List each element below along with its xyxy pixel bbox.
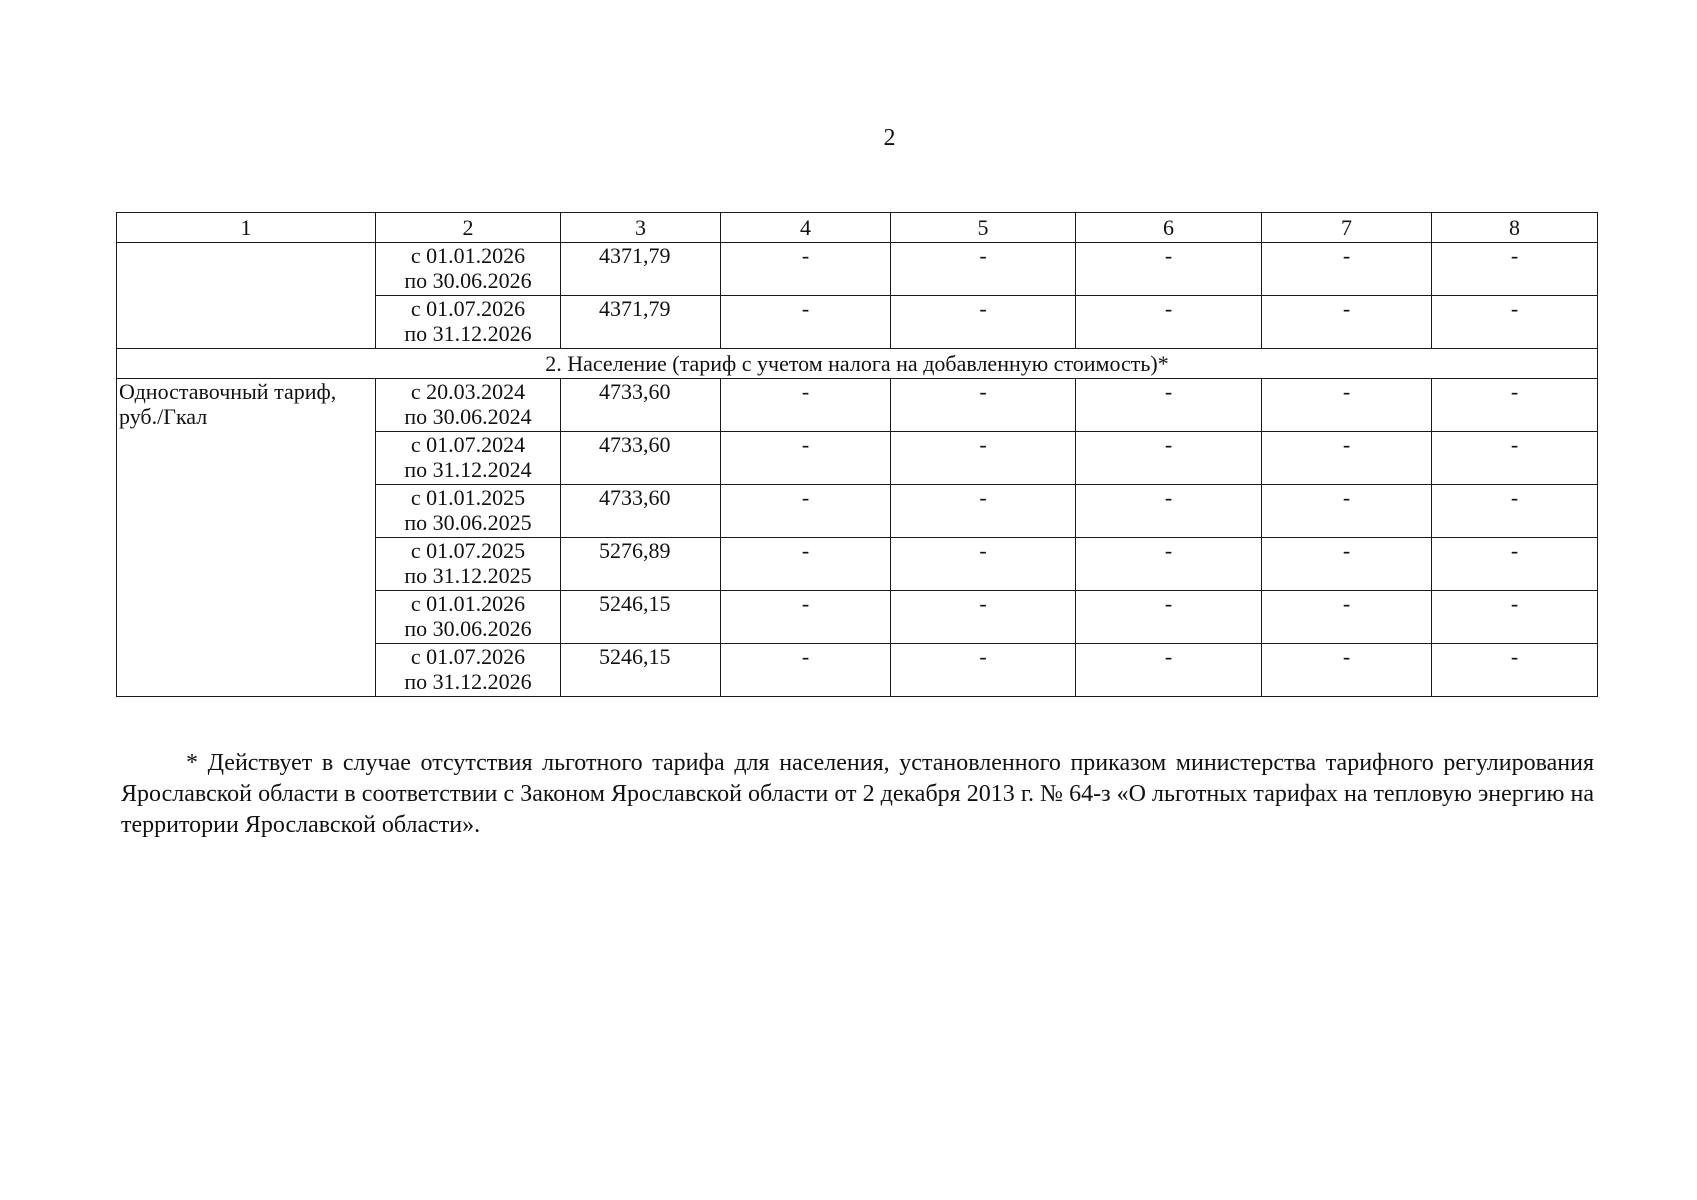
cell-col5: -: [891, 538, 1076, 591]
column-header: 1: [117, 213, 376, 243]
footnote: * Действует в случае отсутствия льготного тарифа для населения, установленного приказом министерства тарифного регулирования Ярославской области в соответствии с Законом Ярославской области от 2 декабря 2013 г. № 64-з «О льготных тарифах на тепловую энергию на территории Ярославской области».: [121, 750, 1594, 838]
tariff-type-line2: руб./Гкал: [119, 404, 208, 429]
cell-col8: -: [1432, 243, 1598, 296]
cell-col5: -: [891, 296, 1076, 349]
tariff-value: 4733,60: [561, 485, 721, 538]
cell-col4: -: [721, 591, 891, 644]
cell-col4: -: [721, 644, 891, 697]
tariff-value: 4733,60: [561, 432, 721, 485]
period-cell: [376, 432, 561, 485]
tariff-value: 4733,60: [561, 379, 721, 432]
cell-col6: -: [1076, 243, 1262, 296]
period-to: по 31.12.2026: [404, 321, 532, 346]
period-from: с 01.07.2025: [410, 538, 526, 563]
cell-col6: -: [1076, 644, 1262, 697]
period-to: по 31.12.2026: [404, 669, 532, 694]
tariff-table: [116, 212, 1598, 697]
column-header: 7: [1262, 213, 1432, 243]
period-from: с 01.01.2026: [410, 243, 526, 268]
tariff-value: 5246,15: [561, 591, 721, 644]
table-row: [117, 243, 1598, 296]
period-to: по 30.06.2025: [404, 510, 532, 535]
period-from: с 01.01.2025: [410, 485, 526, 510]
period-cell: [376, 485, 561, 538]
period-cell: [376, 296, 561, 349]
section-title: 2. Население (тариф с учетом налога на добавленную стоимость)*: [117, 349, 1598, 379]
tariff-type-label: [117, 379, 376, 697]
cell-col4: -: [721, 538, 891, 591]
cell-col4: -: [721, 485, 891, 538]
cell-col4: -: [721, 379, 891, 432]
cell-col4: -: [721, 296, 891, 349]
period-from: с 01.07.2026: [410, 296, 526, 321]
period-from: с 20.03.2024: [410, 379, 526, 404]
column-header: 5: [891, 213, 1076, 243]
column-header: 6: [1076, 213, 1262, 243]
cell-col7: -: [1262, 485, 1432, 538]
cell-col6: -: [1076, 296, 1262, 349]
cell-col5: -: [891, 644, 1076, 697]
cell-col8: -: [1432, 296, 1598, 349]
cell-col7: -: [1262, 432, 1432, 485]
table-header-row: [117, 213, 1598, 243]
period-from: с 01.07.2026: [410, 644, 526, 669]
cell-col6: -: [1076, 379, 1262, 432]
page-number: 2: [883, 125, 896, 151]
cell-col5: -: [891, 432, 1076, 485]
cell-col6: -: [1076, 538, 1262, 591]
cell-col8: -: [1432, 591, 1598, 644]
cell-col8: -: [1432, 485, 1598, 538]
cell-col7: -: [1262, 644, 1432, 697]
cell-col7: -: [1262, 243, 1432, 296]
cell-col8: -: [1432, 432, 1598, 485]
tariff-value: 5246,15: [561, 644, 721, 697]
period-to: по 30.06.2026: [404, 268, 532, 293]
cell-col5: -: [891, 379, 1076, 432]
table-row: [117, 379, 1598, 432]
cell-col7: -: [1262, 591, 1432, 644]
cell-col8: -: [1432, 538, 1598, 591]
cell-col8: -: [1432, 379, 1598, 432]
cell-col7: -: [1262, 379, 1432, 432]
column-header: 8: [1432, 213, 1598, 243]
section-title-row: [117, 349, 1598, 379]
cell-col7: -: [1262, 538, 1432, 591]
cell-col5: -: [891, 485, 1076, 538]
period-cell: [376, 243, 561, 296]
period-cell: [376, 379, 561, 432]
period-from: с 01.01.2026: [410, 591, 526, 616]
column-header: 2: [376, 213, 561, 243]
cell-col8: -: [1432, 644, 1598, 697]
period-to: по 31.12.2024: [404, 457, 532, 482]
period-cell: [376, 538, 561, 591]
empty-label-cell: [117, 243, 376, 349]
cell-col7: -: [1262, 296, 1432, 349]
cell-col6: -: [1076, 591, 1262, 644]
period-to: по 30.06.2026: [404, 616, 532, 641]
cell-col6: -: [1076, 485, 1262, 538]
cell-col5: -: [891, 243, 1076, 296]
tariff-value: 4371,79: [561, 243, 721, 296]
period-to: по 30.06.2024: [404, 404, 532, 429]
period-from: с 01.07.2024: [410, 432, 526, 457]
period-cell: [376, 644, 561, 697]
period-cell: [376, 591, 561, 644]
tariff-type-line1: Одноставочный тариф,: [119, 379, 337, 404]
tariff-value: 4371,79: [561, 296, 721, 349]
column-header: 3: [561, 213, 721, 243]
column-header: 4: [721, 213, 891, 243]
period-to: по 31.12.2025: [404, 563, 532, 588]
tariff-value: 5276,89: [561, 538, 721, 591]
cell-col4: -: [721, 243, 891, 296]
cell-col5: -: [891, 591, 1076, 644]
cell-col6: -: [1076, 432, 1262, 485]
cell-col4: -: [721, 432, 891, 485]
